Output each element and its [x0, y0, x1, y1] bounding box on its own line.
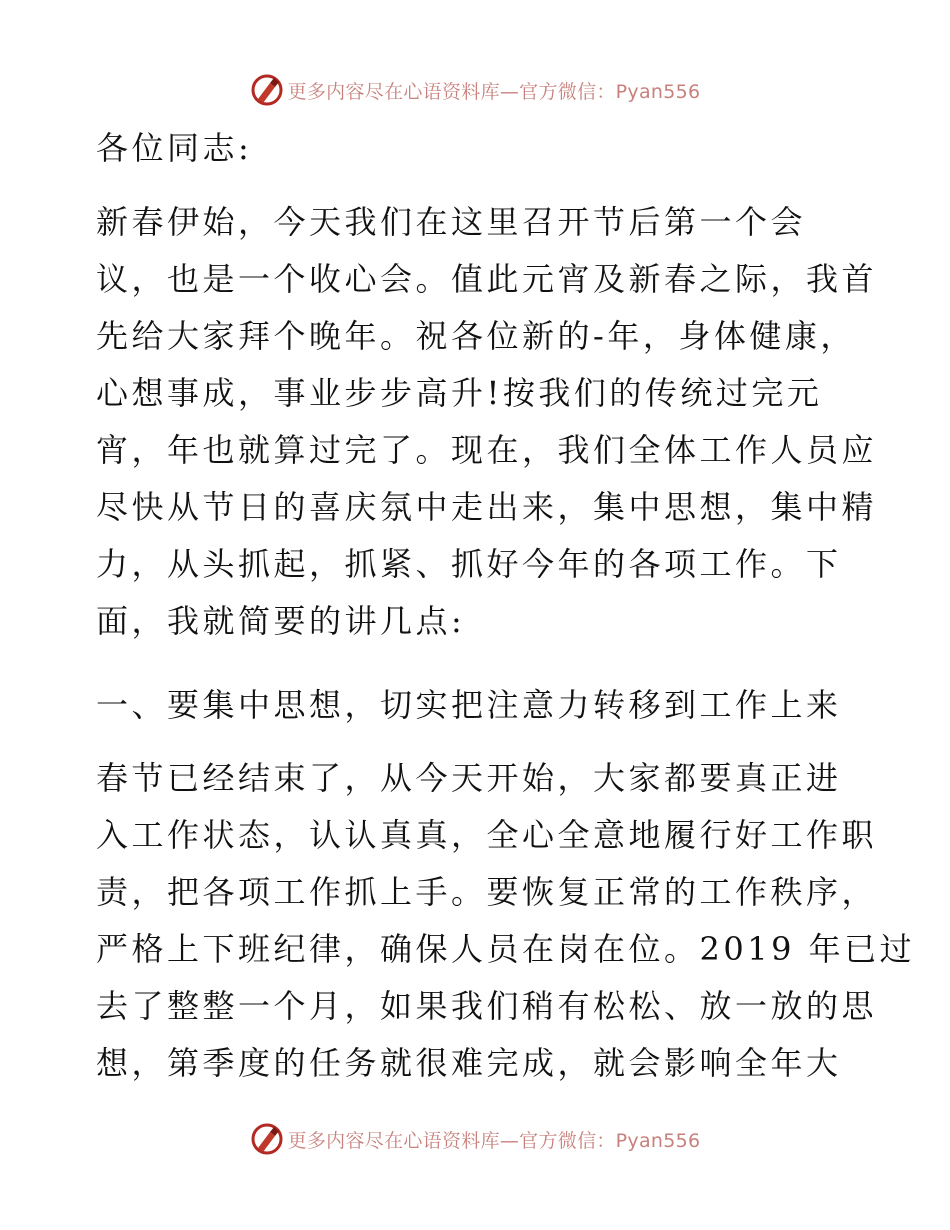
paragraph-1-line: 尽快从节日的喜庆氛中走出来，集中思想，集中精 — [96, 488, 878, 526]
paragraph-1-line: 心想事成，事业步步高升!按我们的传统过完元 — [96, 374, 823, 412]
paragraph-1-line: 力，从头抓起，抓紧、抓好今年的各项工作。下 — [96, 545, 842, 583]
salutation: 各位同志: — [96, 129, 253, 167]
paragraph-1-line: 议，也是一个收心会。值此元宵及新春之际，我首 — [96, 260, 878, 298]
paragraph-2-line: 严格上下班纪律，确保人员在岗在位。2019 年已过 — [96, 930, 916, 968]
paragraph-2-line: 想，第季度的任务就很难完成，就会影响全年大 — [96, 1044, 842, 1082]
section-heading-1: 一、要集中思想，切实把注意力转移到工作上来 — [96, 686, 842, 724]
watermark-footer — [0, 1119, 950, 1159]
pen-logo-icon — [250, 73, 284, 107]
paragraph-2-line: 责，把各项工作抓上手。要恢复正常的工作秩序， — [96, 873, 878, 911]
paragraph-2-line: 春节已经结束了，从今天开始，大家都要真正进 — [96, 759, 842, 797]
pen-logo-icon — [250, 1122, 284, 1156]
paragraph-2-line: 去了整整一个月，如果我们稍有松松、放一放的思 — [96, 987, 878, 1025]
paragraph-1-line: 宵，年也就算过完了。现在，我们全体工作人员应 — [96, 431, 878, 469]
paragraph-1-line: 面，我就简要的讲几点: — [96, 602, 466, 640]
watermark-text: 更多内容尽在心语资料库—官方微信：Pyan556 — [287, 80, 701, 103]
paragraph-2-line: 入工作状态，认认真真，全心全意地履行好工作职 — [96, 816, 878, 854]
paragraph-1-line: 新春伊始，今天我们在这里召开节后第一个会 — [96, 203, 807, 241]
paragraph-1-line: 先给大家拜个晚年。祝各位新的-年，身体健康， — [96, 317, 856, 355]
watermark-header — [0, 70, 950, 110]
watermark-text: 更多内容尽在心语资料库—官方微信：Pyan556 — [287, 1129, 701, 1152]
